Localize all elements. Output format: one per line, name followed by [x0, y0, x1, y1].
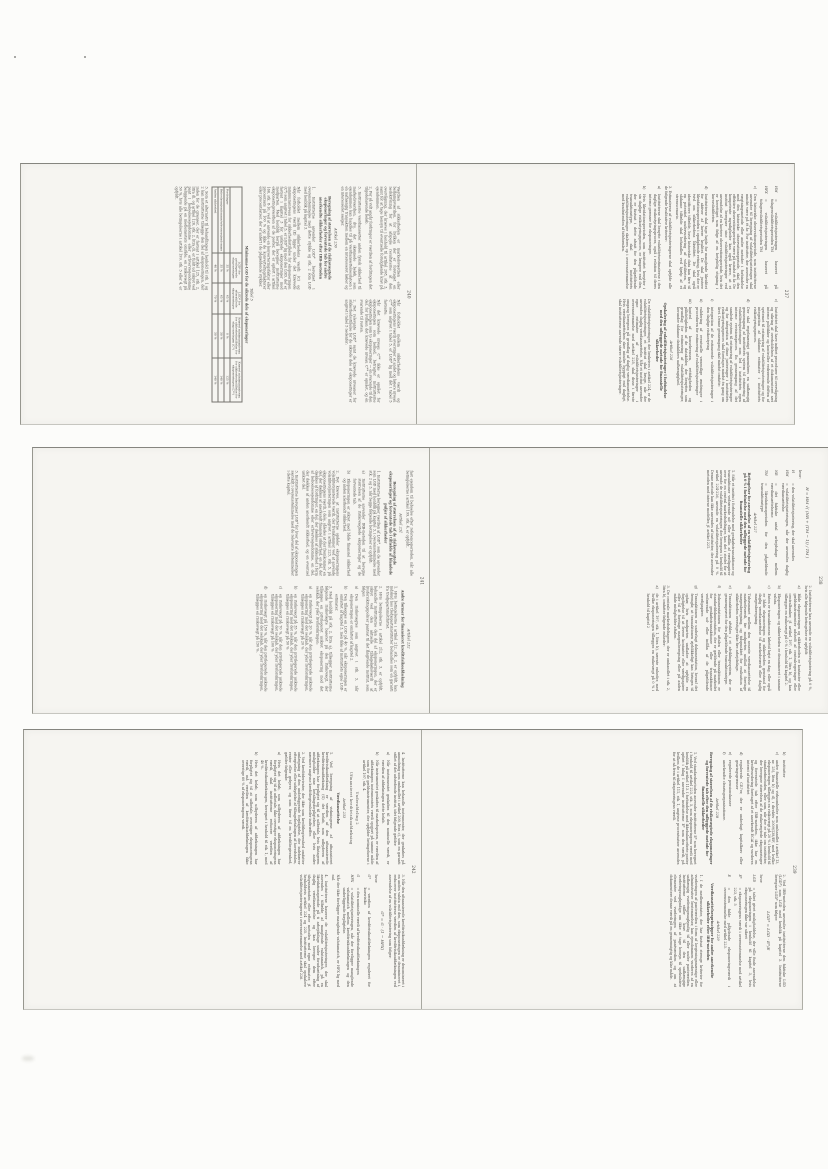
text-column-left	[252, 470, 413, 576]
paragraph: 3. Estimaterne af volatilitetsjusteringerne skal opfylde alle de følgende kvalitative kriterier:	[663, 186, 673, 289]
list-item-marker: c)	[766, 585, 771, 589]
scan-speck	[84, 56, 86, 58]
lgd-table-body	[211, 187, 229, 402]
text-column-right	[252, 586, 413, 692]
left-column-continuation	[174, 186, 208, 290]
page-content	[450, 186, 778, 402]
formula: G* = G · (1 − HFX)	[380, 911, 386, 951]
list-item-text: Der skal regelmæssigt gennemføres en uafhængig gennemgang af instituttets system til estimering af volatilitetsjusteringer som led i instituttets egen interne revisionsproces. En gennemgang af det samlede system til estimering af volatilitetsjusteringer og for integration af disse justeringer i instituttets risikostyringsproces skal foretages mindst én gang om året. Denne gennemgang skal mindst omfatte:	[716, 307, 751, 402]
list-item-text: Transaktionen afvikles i et afviklingssystem, der er gennemprøvet for den pågældende transaktionstype.	[723, 593, 733, 691]
list-item-marker: b)	[777, 585, 782, 589]
list-item-text: regulerede pensionskasser	[728, 760, 733, 807]
page-content	[461, 752, 786, 987]
definition-text: = den fulde pålydende eksponeringsværdi i overensstemmelse med artikel 223.	[722, 887, 732, 987]
list-item	[735, 752, 743, 865]
list-item	[717, 299, 751, 402]
text-column-left	[255, 186, 400, 289]
definition-row	[759, 186, 767, 289]
list-item	[341, 470, 349, 576]
scan-page	[471, 448, 828, 713]
text-column-right	[255, 299, 400, 402]
list-item-text: anerkendte clearingorganisationer.	[721, 760, 726, 821]
list-item	[352, 470, 365, 576]
table-row	[217, 187, 223, 402]
definition-symbol: G	[356, 874, 361, 878]
two-column-text	[666, 752, 786, 987]
article-title: Andre former for finansieret kreditrisikoafdækning	[400, 589, 405, 688]
list-item-marker: c)	[278, 585, 283, 589]
table-cell: Fordringer	[223, 187, 229, 253]
list-item-text: en risikovægt på 35 %, når den privilegerede usikrede eksponering mod det selskab, der yder livsforsikringen, tillægges en risikovægt på 50 %	[284, 593, 298, 691]
list-item	[254, 586, 267, 692]
scan-band	[23, 729, 803, 1010]
page-content	[485, 470, 812, 691]
list-item-marker: d)	[746, 299, 751, 303]
article-heading: Artikel 230	[332, 227, 337, 248]
list-item-text: regulerede CIU'er, der er underlagt kapitalkrav eller gearingsgrænser	[735, 760, 744, 865]
list-item-text: integration af de estimerede volatilitetsjusteringer i den daglige risikostyring	[705, 307, 715, 402]
scan-page	[436, 164, 794, 424]
list-item-text: andre finansielle virksomheder som omhandlet i artikel 13, nr. 25), litra b) og d), i direktiv 2009/138/EF, med hvilke eksponeringen tillægges en risikovægt på 20 % i henhold til standardmetoden, eller som, når der er tale om institutter, der beregner størrelsen af de risikovægtede eksponeringer og forventede tab efter IRB-metoden, ikke har en kreditvurdering foretaget af et anerkendt ECAI og vurderes internt af instituttet	[745, 760, 780, 865]
list-item	[362, 752, 379, 865]
list-item	[728, 752, 732, 865]
list-item	[675, 186, 709, 289]
definition-text: = eksponeringens værdi i overensstemmelse med artikel 223, stk. 5	[733, 887, 742, 987]
list-item	[349, 586, 357, 692]
page-number: 240	[406, 289, 411, 299]
paragraph: 2. Ved kreditderivater, der ikke som kreditbegivenhed omfatter omlægning af den underliggende forpligtelse, der indebærer eftergivelse eller udskydelse af tilbagebetalingen af hovedstolen, renter eller gebyrer, og som fører til en kreditbegivenhed, gælder følgende:	[284, 752, 306, 865]
definition-symbol: G*	[366, 874, 371, 879]
table-block	[211, 186, 253, 402]
definition-text: = den volatilitetsjustering, der skal anvendes	[791, 483, 796, 562]
list-item-marker: f)	[717, 585, 722, 589]
list-item-text: Hvis likvidationsperioden, som instituttet benytter i sin daglige risikostyringsproces, er længere end den, der er fastsat i dette afsnit for den pågældende transaktionstype, skal instituttets volatilitetsjusteringer skaleres op i overensstemmelse med kvadratroden af tidsformlen.	[620, 194, 646, 289]
list-item-text: Tidsrummet mellem den seneste værdiansættelse til markedsværdi, før modparten undlod at foretage margenberegning, og tidspunktet for realisation af sikkerheden overstiger ikke fire arbejdsdage.	[734, 593, 752, 691]
paragraph: hvor:	[759, 874, 764, 884]
article-title: Beregning af størrelsen af de risikovægtede eksponeringer og forventede tab i tilfælde af blandede puljer af sikkerheder	[383, 470, 396, 575]
list-item	[673, 586, 698, 692]
definition-text: = likvidationsperioden for den pågældende transaktionstype	[759, 483, 768, 576]
list-item-text: Både eksponeringen og sikkerheden er kontanter eller gældsinstrumenter udstedt af centralregeringer eller centralbanker, jf. artikel 197, stk. 1, litra b), og kan tillægges en risikovægt på 0 % i henhold til kapitel 2.	[784, 593, 801, 691]
section-heading: Underafdeling 2	[355, 791, 360, 825]
list-item-text: Hvis det beløb, som udbyderen af afdækningen har forpligtet sig til at udbetale, ikke overstiger eksponeringens værdi, skal institutterne reducere værdien af kreditrisikoafdækningen, beregnet i henhold til stk. 1, med 40 %.	[260, 760, 282, 865]
definition-symbol: HM	[784, 470, 789, 477]
paragraph: fast ejendom til beboelse efter referenceperioden, når alle betingelserne i artikel 199, stk. 4, er opfyldt.	[404, 470, 413, 576]
table-header-cell	[229, 187, 242, 253]
page-region-left	[21, 164, 417, 424]
definition-row	[770, 470, 778, 576]
list-item-marker: a)	[308, 585, 313, 589]
page-inner	[24, 730, 421, 1009]
page-inner	[21, 164, 416, 424]
definition-symbol: HFX	[350, 874, 355, 883]
definition-symbol: E	[727, 874, 732, 877]
list-item-text: Når instrumentet genkøbes til markedsprisen, er værdien af afdækningen instrumentets værdi opgjort på samme måde som for de gældsinstrumenter, der opfylder betingelserne i artikel 197, stk. 4.	[362, 760, 379, 865]
table-header-cell: LGD* for privilegerede eksponeringer	[229, 252, 242, 283]
list-item-marker: a)	[656, 186, 661, 190]
list-item-marker: d)	[739, 752, 744, 756]
table-title: Minimums-LGD for de sikrede dele af eksponeringer	[243, 245, 248, 343]
list-item-text: institutter	[782, 760, 786, 778]
scan-band	[32, 447, 828, 714]
list-item-text: validering af eventuelle væsentlige ændringer i proceduren for estimering af volatilitetsjusteringer	[695, 307, 704, 402]
page-inner	[471, 448, 828, 713]
list-item	[284, 586, 297, 692]
definition-text: = volatilitetsjusteringen baseret på tidagesvolatilitetsperioden TM	[759, 199, 768, 289]
definition-text: = det faktiske antal arbejdsdage mellem værdiansættelserne	[770, 483, 779, 576]
table-cell: 125 %	[223, 357, 229, 401]
list-item-marker: e)	[728, 585, 733, 589]
paragraph: 3. Institutterne beregner LGD* for hver del af eksponeringen særskilt i overensstemmelse med de relevante bestemmelser i dette kapitel.	[285, 470, 299, 576]
list-item	[648, 186, 661, 289]
page-number: 238	[818, 576, 823, 585]
list-item	[300, 586, 313, 692]
list-item	[334, 586, 347, 692]
table-cell: 35 %	[223, 252, 229, 283]
table-header-cell: Krævet minimumsniveau for sikkerhedsstillelse for eksponeringen (C*)	[229, 313, 242, 357]
article-title: Beregning af størrelsen af de risikovægtede eksponeringer og forventede tab for andre anerkendte sikkerheder efter IRB-metoden	[318, 195, 331, 280]
paragraph: 2. Det relevante LGD* samt de krævede niveauer for sikkerhedsstillelse for de sikrede dele af eksponeringer er angivet i tabel 5 nedenfor:	[344, 299, 357, 402]
article-title: Værdiansættelse	[336, 792, 341, 825]
scan-band	[20, 163, 795, 425]
two-column-text	[644, 470, 812, 691]
list-item-marker: a)	[385, 752, 390, 756]
definition-row	[744, 875, 756, 988]
page-region-left	[33, 448, 430, 713]
list-item	[722, 752, 726, 865]
paragraph: 3. Institutterne værdiansætter anden fysisk sikkerhed til markedsværdien, dvs. det skønnede beløb, som ejendommen kan handles til på værdiansættelsesdatoen i en uafhængig transaktion mellem en interesseret køber og en interesseret sælger.	[339, 186, 361, 289]
list-item	[773, 586, 781, 692]
list-item-text: en risikovægt på 20 %, når den privilegerede usikrede eksponering mod det selskab, der yder livsforsikringen, tillægges en risikovægt på 20 %	[299, 593, 313, 691]
list-item	[676, 299, 693, 402]
text-column-right	[644, 586, 812, 692]
list-item-marker: a)	[277, 752, 282, 756]
text-column-right	[666, 875, 786, 988]
list-item-text: Eksponeringen er sikret med både finansiel sikkerhed og anden anerkendt sikkerhed.	[341, 478, 350, 576]
article-heading: Artikel 231	[397, 512, 402, 533]
table-cell: 40 %	[211, 252, 217, 283]
list-item-text: en risikovægt på 70 %, når den privilegerede usikrede eksponering mod det selskab, der yder livsforsikringen, tillægges en risikovægt på 100 %	[269, 593, 283, 691]
list-item	[711, 186, 757, 289]
definition-symbol: HFX	[763, 186, 768, 194]
scan-speck	[14, 56, 16, 58]
paragraph: 3. Som et alternativ til behandlingen i henhold til stk. 1 og 2 kan institutterne tillægge den del af eksponeringen, der inden for de grænser, der er fastsat i artikel 125, stk. 2, litra d), og artikel 126, stk. 2, litra d), er fuldt ud sikret ved pant i beboelsesejendomme eller erhvervsejendomme beliggende på en medlemsstats område, en risikovægt på 50 %, hvis alle betingelserne i artikel 199, stk. 3 eller 4, er opfyldt.	[174, 186, 208, 290]
page-inner	[33, 448, 429, 713]
two-column-text	[252, 470, 413, 691]
list-item-text: Transaktionen er underlagt dokumentation, hvoraf det fremgår, at transaktionen øjeblikkeligt kan bringes til ophør, hvis modparten undlader at opfylde en forpligtelse til at levere kontanter eller værdipapirer eller til at foretage margenberegning eller på anden måde misligholder aftalen.	[672, 593, 698, 691]
paragraph: 2. Institutterne kan anvende en volatilitetsjustering på 0 %, hvis alle følgende betingelser er opfyldt:	[803, 585, 812, 691]
table-caption: Tabel 5	[248, 287, 253, 301]
definition-row	[733, 875, 741, 988]
two-column-text	[615, 186, 778, 402]
section-heading: Ufinansieret kreditrisikoafdækning	[349, 771, 354, 845]
article-title: Betingelser for anvendelse af en volatilitetsjustering på 0 % i forbindelse med den udbyggede metode for finansielle sikkerheder	[738, 472, 751, 573]
list-item-text: Institutterne skal tage højde for manglende likviditet for aktiver af lavere kvalitet. De skal justere likvidationsperioden i opadgående retning, hvis der er tvivl om sikkerhedens likviditet. De skal også identificere tilfælde, hvor historiske data kan føre til en potentiel undervurdering af volatiliteten, og sådanne tilfælde skal behandles ved hjælp af et stressscenario.	[674, 194, 709, 289]
page-content	[47, 470, 413, 691]
list-item-marker: ii)	[699, 299, 704, 303]
list-item	[695, 299, 703, 402]
list-item-text: en risikovægt på 150 %, når den privilegerede usikrede eksponering mod det selskab, der yder livsforsikringen, tillægges en risikovægt på 150 %.	[254, 593, 268, 691]
definition-symbol: E*	[737, 874, 742, 879]
list-item-text: kontrol af konsekvensen, rettidigheden og pålideligheden af de datakilder, der benyttes som grundlag for estimering af volatilitetsjusteringer, herunder sådanne datakilders uafhængighed.	[675, 307, 693, 402]
definition-symbol: H	[791, 470, 796, 473]
list-item-marker: f)	[721, 752, 726, 755]
list-item-marker: b)	[342, 585, 347, 589]
paragraph: Når forholdet mellem sikkerhedens værdi og eksponeringens værdi overstiger et andet og højere niveau C** som angivet i tabel 5, er LGD* lig med det i tabel 5 fastsatte.	[383, 299, 400, 402]
definition-row	[342, 875, 354, 988]
table-header-cell: LGD* for efterstillede eksponeringer	[229, 283, 242, 313]
definition-text: = volatilitetsjusteringen, når der foreligger manglende valutamatch mellem kreditrisikoafdækningen og den underliggende forpligtelse.	[341, 887, 355, 987]
list-item-text: Den historiske observationsperiode, som institutterne anvender til beregning af volatilitetsjusteringer, skal mindst være på ét år. For institutter, der anvender en vægtningsmetode eller andre metoder i forbindelse med den historiske observationsperiode, skal den effektive observationsperiode være på mindst ét år. De kompetente myndigheder kan også kræve, at et institut beregner sine volatilitetsjusteringer ved anvendelse af en kortere observationsperiode, hvis det er berettiget som følge af en betydelig stigning i kursvolatiliteten.	[710, 194, 758, 289]
paragraph: 1. Ved standardmetoden anvender institutterne E* som beregnet i henhold til artikel 223, stk. 5, som eksponeringens værdi med henblik på artikel 113. I forbindelse med ikkebalanceførte poster opført i bilag I anvender institutterne E* som den værdi, på hvilken de i artikel 111, stk. 1, angivne procentsatser anvendes for at nå frem til eksponeringens værdi.	[672, 752, 698, 865]
paragraph: 2. Det kræves, at institutterne opdeler eksponeringens volatilitetsjusterede værdi, der fremkommer ved at anvende volatilitetsjusteringen som angivet i artikel 223, stk. 5, på eksponeringens værdi, i dele, således at der fremkommer en del, der dækkes af anerkendt finansiel sikkerhed, en del, der dækkes af fordringer, en del, der dækkes af sikkerhed i form af beboelsesejendomme eller erhvervsejendomme, en del, der dækkes af anden anerkendt sikkerhed, og en eventuel usikret del.	[301, 470, 340, 576]
list-item	[782, 752, 786, 865]
table-cell: 70 %	[211, 283, 217, 313]
list-item-text: Enten er transaktionens løbetid højst en dag, eller også er både eksponeringen og sikkerheden genstand for daglig værdiansættelse til markedsværdi eller daglig margenberegning.	[754, 593, 771, 691]
lgd-table	[211, 186, 242, 402]
table-cell: 65 %	[217, 283, 223, 313]
definition-symbol: TM	[763, 470, 768, 476]
page-number: 241	[419, 576, 424, 585]
paragraph: 1. Hvis betingelserne i artikel 212, stk. 2, er opfyldt, kan indskud hos tredjepartsinstitutter behandles som en garanti fra tredjepartsinstituttet.	[384, 585, 398, 691]
table-cell: 140 %	[217, 357, 223, 401]
paragraph: 1. I de medlemsstater, der har fastsat strenge kriterier for vurderingen af pantværdien i form af lovgivningsmæssige eller administrative bestemmelser, kan ejendommen vurderes af en uafhængig vurderingssagkyndig til eller under pantværdien. Institutterne stiller krav til den uafhængige vurderingssagkyndige om ikke at tage hensyn til spekulative elementer ved vurderingen af pantværdien og om at dokumentere denne værdi på en gennemsigtig og klar måde.	[669, 874, 703, 987]
table-cell: Beboelsesejendomme/erhvervsejendomme	[218, 188, 223, 251]
list-item	[754, 586, 771, 692]
table-cell: 0 %	[223, 313, 229, 357]
list-item-text: Hvis det beløb, som udbyderen af afdækningen har forpligtet sig til at udbetale, overstiger eksponeringens værdi, må værdien af kreditrisikoafdækningen ikke overstige 60 % af eksponeringens værdi.	[240, 760, 258, 865]
list-item-marker: b)	[253, 752, 258, 756]
paragraph: 3. De centrale markedsdeltagere, der er omhandlet i stk. 2, litra b), omfatter følgende enheder:	[661, 585, 671, 691]
list-item-marker: a)	[796, 585, 801, 589]
formula: LGD* = LGD · E*/E	[765, 911, 771, 951]
table-cell: 30 %	[211, 313, 217, 357]
list-item-text: Instituttet skal have indført procedurer til overvågning og sikring af overholdelsen af et dokumenteret sæt interne politikker og kontroller vedrørende driften af systemet til estimering af volatilitetsjusteringer og for integration af sådanne estimater i instituttets risikostyringsproces.	[752, 307, 778, 402]
list-item-text: de i artikel 197, stk. 1, litra b), nævnte enheder, med hvilke eksponeringen tillægges en risikovægt på 0 % i henhold til kapitel 2	[646, 593, 659, 691]
list-item-marker: a)	[654, 585, 659, 589]
list-item-text: Dokumentationen for aftalen eller transaktionen er standarddokumentation, der er gældende på markedet for genkøbstransaktioner eller transaktioner vedrørende ud- eller indlån af de pågældende værdipapirer.	[700, 593, 722, 691]
paragraph: hvor:	[798, 470, 803, 479]
two-column-text	[255, 186, 400, 402]
table-header-cell: Krævet minimumsniveau for sikkerhedsstillelse for eksponeringen (C**)	[229, 357, 242, 401]
list-item-text: Når instrumentet genkøbes til den nominelle værdi, er værdien af afdækningen dette beløb.	[381, 760, 390, 865]
article-title: Opskalering af volatilitetsjusteringer i forbindelse med den udbyggede metode for finansielle sikkerheder	[654, 302, 667, 399]
page-number: 242	[411, 865, 416, 874]
definition-row	[363, 875, 371, 988]
article-heading: Artikel 226	[668, 340, 673, 361]
definition-symbol: LGD	[752, 874, 757, 883]
article-heading: Artikel 229	[715, 920, 720, 941]
paragraph: Når der ikke foreligger manglende valutamatch, er HFX lig med nul.	[331, 874, 340, 987]
list-item-text: Institutterne anvender IRB-metoden til at beregne størrelsen af de risikovægtede eksponeringer og de forventede tab.	[352, 478, 365, 576]
paragraph: 4. Institutterne kan behandle instrumenter, der genkøbes på anmodning som omhandlet i artikel 200, litra c), som en garanti stillet af det udstedende institut, idet følgende gælder:	[392, 752, 405, 865]
list-item-marker: b)	[374, 752, 379, 756]
list-item	[746, 752, 780, 865]
list-item-marker: e)	[728, 752, 733, 756]
page-inner	[436, 164, 794, 424]
scan-page	[447, 730, 802, 1009]
list-item-marker: d)	[263, 585, 268, 589]
table-cell: 30 %	[217, 313, 223, 357]
paragraph: 2. Ved IRB-metoden anvender institutterne den faktiske LGD (LGD*) som LGD med henblik på kapitel 3. Institutterne beregner LGD* som følger:	[773, 874, 786, 987]
list-item-marker: iii)	[688, 299, 693, 304]
definition-row	[770, 186, 778, 289]
text-column-left	[666, 752, 786, 865]
list-item	[706, 299, 714, 402]
scan-smudge	[22, 1056, 34, 1061]
definition-row	[791, 470, 795, 576]
paragraph: 1. Ved beregning af virkningerne af ufinansieret kreditrisikoafdækning er værdien af den ufinansierede kreditrisikoafdækning (G) det beløb, som udbyderen af afdækningen har forpligtet sig til at udbetale, hvis låntageren misligholder sine betalingsforpligtelser, eller hvis andre nærmere angivne kreditbegivenheder indtræffer.	[308, 752, 334, 865]
table-row	[223, 187, 229, 402]
text-column-right	[615, 299, 778, 402]
article-heading: Artikel 228	[714, 798, 719, 819]
paragraph: 1. Institutterne beregner værdien af LGD*, som de anvender som LGD med henblik på kapitel 3, i overensstemmelse med stk. 2 og 3, når begge følgende betingelser er opfyldt:	[367, 470, 381, 576]
paragraph: hvor:	[373, 874, 378, 884]
list-item-marker: b)	[345, 470, 350, 474]
list-item-marker: i)	[710, 299, 715, 302]
definition-row	[781, 470, 789, 576]
table-cell: 65 %	[223, 283, 229, 313]
paragraph: Værdien af sikkerheden er markedsværdien eller belåningsværdien, for hvilken der er foretaget en nedskrivning for at afspejle resultaterne af den overvågning, der kræves i henhold til artikel 208, stk. 3, samt for at tage hensyn til eventuelle forudgående krav på ejendommen.	[374, 186, 400, 289]
definition-text: = værdien af kreditrisikoafdækningen reguleret for kursrisiko	[362, 887, 371, 987]
page-content	[38, 752, 405, 987]
definition-text: = den nominelle værdi af kreditrisikoafdækningen	[356, 887, 361, 975]
list-item-text: Institutterne skal benytte volatilitetsestimaterne i den daglige risikostyringsproces, også i relation til deres interne grænser for eksponeringer.	[648, 194, 661, 289]
list-item-marker: d)	[747, 585, 752, 589]
list-item-marker: d)	[704, 186, 709, 190]
article-heading: Artikel 227	[752, 512, 757, 533]
lgd-table-head	[229, 187, 242, 402]
list-item	[241, 752, 258, 865]
scan-page	[21, 164, 416, 424]
definition-text: = volatilitetsjusteringen, når der anvendes daglig værdiansættelse	[780, 483, 789, 576]
paragraph: 3. Når den ufinansierede kreditrisikoafdækning er denomineret i en anden valuta end den, som eksponeringen er denomineret i, reducerer institutterne værdien af kreditrisikoafdækningen ved anvendelse af en volatilitetsjustering som følger:	[388, 874, 405, 987]
scan-page	[33, 448, 429, 713]
paragraph: 2. For så vidt angår fordringer er værdien af fordringen det tilgodehavende beløb.	[363, 186, 372, 289]
paragraph: Når forholdet mellem sikkerhedens værdi (C) og eksponeringens værdi (E) ligger under det krævede minimumsniveau for sikkerhedsstillelse for eksponeringen (C*) som angivet i tabel 5, er LGD* lig med den LGD, der er fastsat i kapitel 3 for usikrede eksponeringer mod modparten. Med henblik herpå beregner institutterne eksponeringsværdien af de poster, der er opført i artikel 166, stk. 8-10, ved at anvende en konverteringsfaktor eller procentsats på 100 % og ikke de konverteringsfaktorer eller procentsatser, der er anført i de pågældende stykker.	[257, 186, 300, 289]
paragraph: 1. Institutterne anvender LGD* beregnet i overensstemmelse med dette stykke og stk. 2 som LGD med henblik på kapitel 3.	[302, 186, 316, 289]
text-column-right	[238, 875, 405, 988]
paragraph: 3. Med henblik på stk. 2, litra a), tillægger institutterne følgende risikovægte baseret på den risikovægt, der tillægges en privilegeret usikret eksponering mod det selskab, der yder livsforsikringen:	[315, 585, 332, 691]
list-item-text: Eksponeringen og sikkerheden er denomineret i samme valuta.	[773, 593, 782, 691]
table-cell: Anden sikkerhed	[211, 187, 217, 253]
list-item	[381, 752, 389, 865]
article-heading: Artikel 233	[342, 798, 347, 819]
list-item-marker: b)	[641, 186, 646, 190]
two-column-text	[238, 752, 405, 987]
list-item	[646, 586, 659, 692]
list-item-text: Den risikovægtes som angivet i stk. 3, når eksponeringen er omfattet af kapitel 2.	[349, 593, 358, 691]
table-row	[211, 187, 217, 402]
paragraph: 4. Institutterne baserer de volatilitetsjusteringer, der skal anvendes i tilfælde af manglende valutamatch, på en likvidationsperiode på ti arbejdsdage under forudsætning af daglig værdiansættelse og kan beregne dem efter tilsynsmetoden eller efter metoden med egne estimater, jf. henholdsvis artikel 224 og 225. Institutterne skal opskalere volatilitetsjusteringerne i overensstemmelse med artikel 226.	[298, 874, 329, 987]
list-item	[753, 299, 778, 402]
paragraph: 1. Står et institut i forbindelse med genkøbstransaktioner og transaktioner vedrørende ud- eller indlån af værdipapirer over for en central markedsdeltager, kan det i stedet for at anvende de volatilitetsjusteringer, der beregnes i henhold til artikel 224-226, anvende en volatilitetsjustering på 0 %. Denne metode kan ikke anvendes af institutter, der anvender metoden med interne modeller, jf. artikel 221.	[706, 470, 736, 576]
table-cell: 140 %	[211, 357, 217, 401]
article-title: Beregning af størrelsen af de risikovægtede eksponeringer og forventede tab efter den udbyggede metode for finansielle sikkerheder	[700, 752, 713, 865]
list-item-marker: c)	[775, 752, 780, 756]
list-item	[700, 586, 721, 692]
list-item-text: Den tillægges en LGD på 40 %, når eksponeringen er omfattet af kapitel 3, men ikke af instituttets egne LGD-estimater.	[334, 593, 347, 691]
definition-symbol: NR	[774, 470, 779, 476]
definition-row	[723, 875, 731, 988]
list-item	[784, 586, 801, 692]
list-item-marker: b)	[782, 752, 786, 756]
list-item	[735, 586, 752, 692]
paragraph: Når det krævede niveau C** ikke er opnået for eksponeringen som helhed, betragter institutterne eksponeringen som to eksponeringer — én svarende til den del, for hvilken det krævede niveau C** er opnået, og én svarende til resten.	[359, 299, 381, 402]
list-item-marker: c)	[753, 186, 758, 190]
page-region-right	[447, 730, 802, 1009]
page-number: 237	[784, 289, 789, 299]
paragraph: 2. Hvis betingelserne i artikel 212, stk. 3, er opfyldt, behandler institutterne den del af eksponeringen, der er sikret ved den aktuelle tilbagekøbsværdi af livsforsikringspolicer pantsat til det långivende institut, som følger:	[360, 585, 382, 691]
page-number: 239	[792, 865, 797, 874]
list-item	[621, 186, 646, 289]
scan-page	[24, 730, 421, 1009]
definition-text: = volatilitetsjusteringen baseret på tidagesvolatilitetsperioden TM	[769, 199, 778, 289]
text-column-left	[644, 470, 812, 576]
paragraph: De volatilitetsjusteringer, der beskrives i artikel 224, er de volatilitetsjusteringer, et institut skal bruge, når der anvendes daglig værdiansættelse. Når et institut anvender egne estimater af volatilitetsjusteringer i overensstemmelse med artikel 225, skal disse i første omgang beregnes på grundlag af daglig værdiansættelse. Hvis værdiansættelsen sker mindre hyppigt end dagligt, skal institutterne anvende større volatilitetsjusteringer.	[617, 299, 652, 402]
list-item-marker: a)	[360, 470, 365, 474]
article-heading: Artikel 232	[406, 628, 410, 649]
list-item	[269, 586, 282, 692]
list-item-marker: c)	[774, 299, 778, 303]
definition-text: = tabet givet misligholdelse, der ville finde anvendelse på eksponeringen i henhold til kapitel 3, hvis eksponeringen ikke var sikret	[743, 887, 757, 987]
text-column-left	[238, 752, 405, 865]
article-title: Værdiansættelsesprincipper for andre anerkendte sikkerheder efter IRB-metoden	[705, 883, 714, 979]
list-item-marker: g)	[693, 585, 698, 589]
page-region-left	[24, 730, 422, 1009]
list-item-marker: b)	[293, 585, 298, 589]
formula: H = HM √( (NR + (TM − 1)) / TM )	[804, 487, 810, 559]
list-item	[724, 586, 732, 692]
page-inner	[447, 730, 802, 1009]
table-header-row	[229, 187, 242, 402]
definition-symbol: HM	[774, 186, 778, 193]
page-region-right	[436, 164, 794, 424]
definition-row	[760, 470, 768, 576]
list-item-marker: a)	[353, 585, 358, 589]
text-column-left	[615, 186, 778, 289]
page-region-right	[471, 448, 828, 713]
table-cell: 35 %	[217, 252, 223, 283]
list-item	[260, 752, 281, 865]
page-content	[35, 186, 400, 402]
definition-row	[356, 875, 360, 988]
